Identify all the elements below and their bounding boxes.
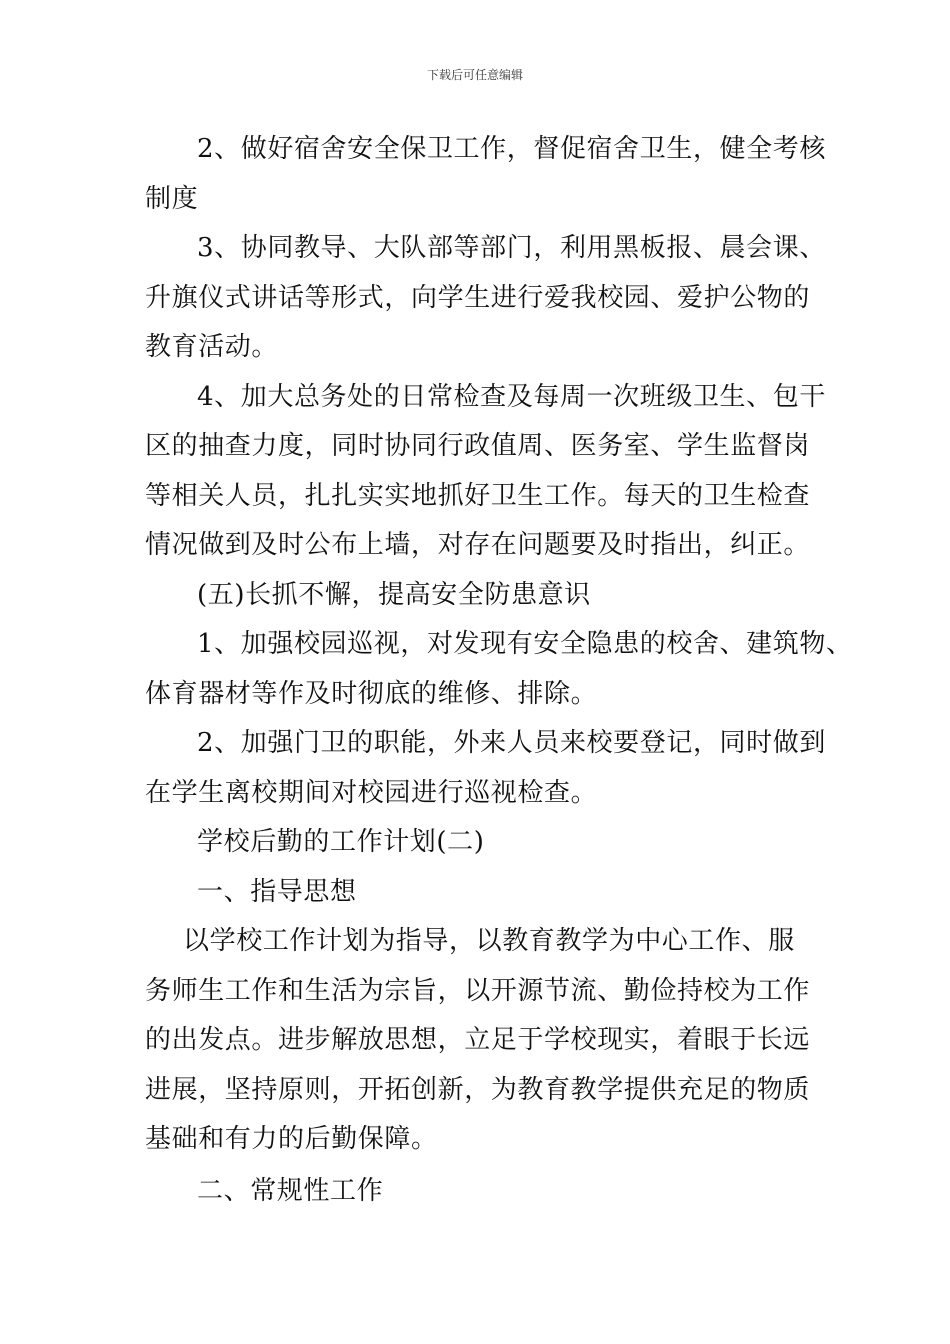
paragraph-line: 务师生工作和生活为宗旨，以开源节流、勤俭持校为工作 [145,975,811,1006]
page-header: 下载后可任意编辑 [426,68,523,82]
paragraph-line: 2、做好宿舍安全保卫工作，督促宿舍卫生，健全考核 [197,134,826,164]
paragraph-line: 制度 [145,183,199,214]
document-title: 学校后勤的工作计划(二) [197,827,485,857]
paragraph-line: 4、加大总务处的日常检查及每周一次班级卫生、包干 [197,381,826,412]
paragraph-line: 的出发点。进步解放思想，立足于学校现实，着眼于长远 [145,1025,811,1055]
paragraph-line: 等相关人员，扎扎实实地抓好卫生工作。每天的卫生检查 [145,480,811,511]
section-heading: 一、指导思想 [197,876,357,907]
paragraph-line: 进展，坚持原则，开拓创新，为教育教学提供充足的物质 [145,1074,811,1105]
section-heading: 二、常规性工作 [197,1175,384,1206]
paragraph-line: 1、加强校园巡视，对发现有安全隐患的校舍、建筑物、 [197,629,853,659]
paragraph-line: 体育器材等作及时彻底的维修、排除。 [145,678,598,709]
paragraph-line: 3、协同教导、大队部等部门，利用黑板报、晨会课、 [197,233,826,263]
paragraph-line: 以学校工作计划为指导，以教育教学为中心工作、服 [183,926,795,956]
paragraph-line: 教育活动。 [145,332,279,362]
paragraph-line: 区的抽查力度，同时协同行政值周、医务室、学生监督岗 [145,431,811,461]
paragraph-line: 升旗仪式讲话等形式，向学生进行爱我校园、爱护公物的 [145,282,811,313]
document-body [145,125,853,1216]
section-heading: (五)长抓不懈，提高安全防患意识 [197,579,591,610]
paragraph-line: 情况做到及时公布上墙，对存在问题要及时指出，纠正。 [145,530,811,560]
paragraph-line: 2、加强门卫的职能，外来人员来校要登记，同时做到 [197,728,826,758]
paragraph-line: 基础和有力的后勤保障。 [145,1124,438,1154]
paragraph-line: 在学生离校期间对校园进行巡视检查。 [145,777,598,808]
